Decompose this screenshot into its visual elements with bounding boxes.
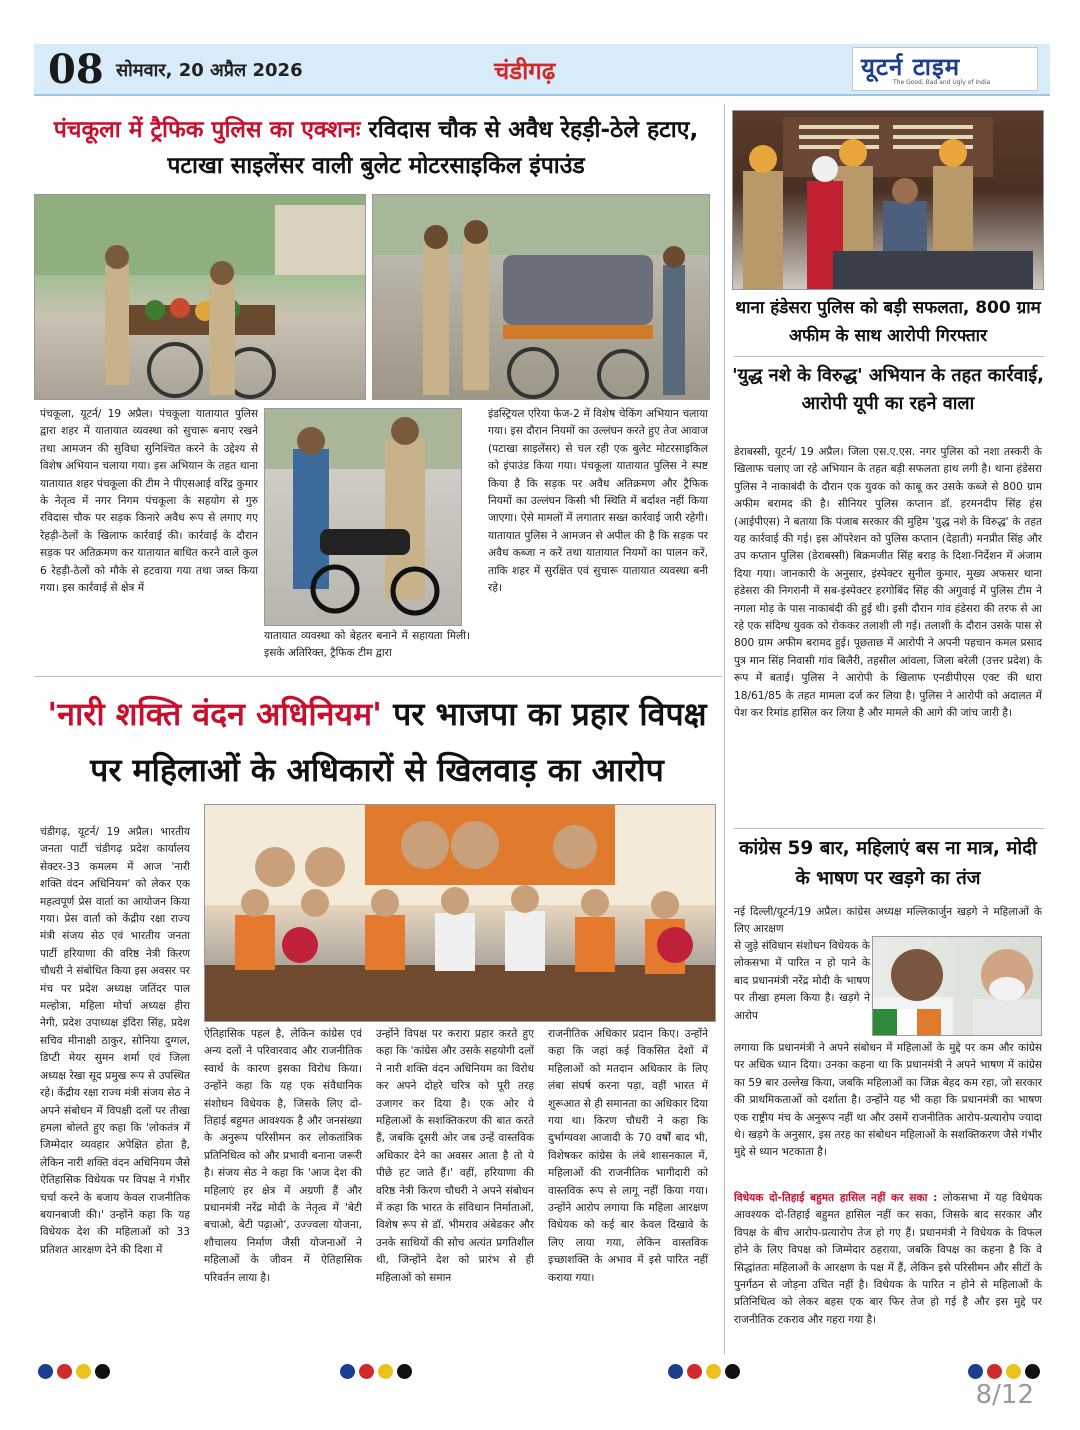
photo-handesra-police-arrest [732, 110, 1044, 290]
photo-bullet-motorcycle [264, 408, 462, 626]
page-number: 08 [48, 46, 104, 93]
article3-headline-rest: पर भाजपा का प्रहार विपक्ष पर महिलाओं के अधिकारों से खिलवाड़ का आरोप [90, 695, 707, 789]
article3-col4: राजनीतिक अधिकार प्रदान किए। उन्होंने कहा कि जहां कई विकसित देशों में महिलाओं को मतदान अधिकार के लिए लंबा संघर्ष करना पड़ा, वहीं भारत में शुरूआत से ही समानता का अधिकार दिया गया था। किरण चौधरी ने कहा कि दुर्भाग्यवश आजादी के 70 वर्षों बाद भी, विशेषकर कांग्रेस के लंबे शासनकाल में, महिलाओं की राजनीतिक भागीदारी को वास्तविक रूप से लागू नहीं किया गया। उन्होंने आरोप लगाया कि महिला आरक्षण विधेयक को कई बार केवल दिखावे के लिए लाया गया, लेकिन वास्तविक इच्छाशक्ति के अभाव में इसे पारित नहीं कराया गया। [548, 1028, 708, 1284]
article4-headline: कांग्रेस 59 बार, महिलाएं बस ना मात्र, मोदी के भाषण पर खड़गे का तंज [739, 838, 1037, 889]
page-counter: 8/12 [975, 1380, 1034, 1410]
dateline: सोमवार, 20 अप्रैल 2026 [116, 60, 303, 81]
article3-headline [36, 686, 718, 798]
article4-wrap: से जुड़े संविधान संशोधन विधेयक के लोकसभा में पारित न हो पाने के बाद प्रधानमंत्री नरेंद्र मोदी के भाषण पर तीखा हमला किया है। खड़गे ने आरोप [734, 940, 870, 1022]
divider [734, 356, 1044, 357]
photo-street-vendor-cart [34, 194, 366, 400]
article3-col1: चंडीगढ़, यूटर्न/ 19 अप्रैल। भारतीय जनता पार्टी चंडीगढ़ प्रदेश कार्यालय सेक्टर-33 कमलम में आज 'नारी शक्ति वंदन अधिनियम' को लेकर एक महत्वपूर्ण प्रेस वार्ता का आयोजन किया गया। प्रेस वार्ता को केंद्रीय रक्षा राज्य मंत्री संजय सेठ एवं भारतीय जनता पार्टी हरियाणा की वरिष्ठ नेत्री किरण चौधरी ने संबोधित किया इस अवसर पर मंच पर प्रदेश अध्यक्ष जतिंदर पाल मल्होत्रा, महिला मोर्चा अध्यक्ष हीरा नेगी, प्रदेश उपाध्यक्ष इंदिरा सिंह, प्रदेश सचिव मीनाक्षी ठाकुर, सोनिया दुग्गल, डिप्टी मेयर सुमन शर्मा एवं जिला अध्यक्ष रेखा सूद प्रमुख रूप से उपस्थित रहे। केंद्रीय रक्षा राज्य मंत्री संजय सेठ ने अपने संबोधन में विपक्षी दलों पर तीखा हमला बोलते हुए कहा कि 'लोकतंत्र में जिम्मेदार व्यवहार अपेक्षित होता है, लेकिन नारी शक्ति वंदन अधिनियम जैसे ऐतिहासिक विधेयक पर विपक्ष ने गंभीर चर्चा करने के बजाय केवल राजनीतिक बयानबाजी की।' उन्होंने कहा कि यह विधेयक देश की महिलाओं को 33 प्रतिशत आरक्षण देने की दिशा में [40, 826, 190, 1256]
photo-bullet-motorcycle-art [265, 409, 462, 626]
decorative-dots-left [38, 1364, 110, 1379]
article1-col1: पंचकूला, यूटर्न/ 19 अप्रैल। पंचकूला यातायात पुलिस द्वारा शहर में यातायात व्यवस्था को सुचारू बनाए रखने तथा आमजन की सुविधा सुनिश्चित करने के उद्देश्य से विशेष अभियान चलाया गया। इस अभियान के तहत थाना यातायात शहर पंचकूला की टीम ने पीएसआई वरिंद्र कुमार के नेतृत्व में नगर निगम पंचकूला के सहयोग से गुरु रविदास चौक पर सड़क किनारे अवैध रूप से लगाए गए रेहड़ी-ठेलों के खिलाफ कार्रवाई की। कार्रवाई के दौरान सड़क पर अतिक्रमण कर यातायात बाधित करने वाले कुल 6 रेहड़ी-ठेलों को मौके से हटवाया गया तथा जब्त किया गया। इस कार्रवाई से क्षेत्र में [40, 408, 258, 595]
divider [734, 828, 1044, 829]
article3-headline-red: 'नारी शक्ति वंदन अधिनियम' [47, 695, 382, 733]
article2-body: डेराबस्सी, यूटर्न/ 19 अप्रैल। जिला एस.ए.एस. नगर पुलिस को नशा तस्करी के खिलाफ चलाए जा रहे अभियान के तहत बड़ी सफलता हाथ लगी है। थाना हंडेसरा पुलिस ने नाकाबंदी के दौरान एक युवक को काबू कर उसके कब्जे से 800 ग्राम अफीम बरामद की है। सीनियर पुलिस कप्तान डॉ. हरमनदीप सिंह हंस (आईपीएस) ने बताया कि पंजाब सरकार की मुहिम 'युद्ध नशे के विरुद्ध' के तहत यह कार्रवाई की गई। इस ऑपरेशन को पुलिस कप्तान (देहाती) मनप्रीत सिंह और उप कप्तान पुलिस (डेराबस्सी) बिक्रमजीत सिंह बराड़ के दिशा-निर्देशन में अंजाम दिया गया। जानकारी के अनुसार, इंस्पेक्टर सुनील कुमार, मुख्य अफसर थाना हंडेसरा की निगरानी में सब-इंस्पेक्टर हरगोबिंद सिंह की अगुवाई में पुलिस टीम ने नगला मोड़ के पास नाकाबंदी की हुई थी। इसी दौरान गांव हंडेसरा की तरफ से आ रहे एक संदिग्ध युवक को रोककर तलाशी ली गई। तलाशी के दौरान उसके पास से 800 ग्राम अफीम बरामद हुई। पूछताछ में आरोपी ने अपनी पहचान कमल प्रसाद पुत्र मान सिंह निवासी गांव बिलैरी, तहसील आंवला, जिला बरेली (उत्तर प्रदेश) के रूप में बताई। पुलिस ने आरोपी के खिलाफ एनडीपीएस एक्ट की धारा 18/61/85 के तहत मामला दर्ज कर लिया है। पुलिस ने आरोपी को अदालत में पेश कर रिमांड हासिल कर लिया है और मामले की आगे की जांच जारी है। [734, 446, 1042, 720]
photo-kharge-modi [872, 936, 1042, 1036]
section-city: चंडीगढ़ [494, 57, 556, 85]
logo-tagline: The Good, Bad and Ugly of India [893, 79, 991, 86]
article1-headline [36, 112, 716, 184]
article4-body2-block [734, 1190, 1042, 1346]
article3-col3: उन्होंने विपक्ष पर करारा प्रहार करते हुए कहा कि 'कांग्रेस और उसके सहयोगी दलों ने नारी शक्ति वंदन अधिनियम का विरोध कर अपने दोहरे चरित्र को पूरी तरह उजागर कर दिया है। एक ओर ये महिलाओं के सशक्तिकरण की बात करते हैं, जबकि दूसरी ओर जब उन्हें वास्तविक अधिकार देने का अवसर आता है तो ये पीछे हट जाते हैं।' वहीं, हरियाणा की वरिष्ठ नेत्री किरण चौधरी ने अपने संबोधन में कहा कि भारत के संविधान निर्माताओं, विशेष रूप से डॉ. भीमराव अंबेडकर और उनके साथियों की सोच अत्यंत प्रगतिशील थी, जिन्होंने देश को प्रारंभ से ही महिलाओं को समान [376, 1028, 534, 1284]
decorative-dots-center [340, 1364, 412, 1379]
photo-street-vendor-cart-art [35, 195, 366, 400]
photo-bjp-press-conference-art [205, 805, 716, 1022]
article2-subhead: 'युद्ध नशे के विरुद्ध' अभियान के तहत कार्रवाई, आरोपी यूपी का रहने वाला [732, 365, 1044, 414]
article1-headline-red: पंचकूला में ट्रैफिक पुलिस का एक्शनः [53, 117, 361, 143]
photo-handesra-police-arrest-art [733, 111, 1044, 290]
photo-bjp-press-conference [204, 804, 716, 1022]
divider [34, 676, 722, 677]
decorative-dots-right [668, 1364, 740, 1379]
article1-headline-rest: रविदास चौक से अवैध रेहड़ी-ठेले हटाए, पटाखा साइलेंसर वाली बुलेट मोटरसाइकिल इंपाउंड [167, 117, 699, 179]
article1-col2: यातायात व्यवस्था को बेहतर बनाने में सहायता मिली। इसके अतिरिक्त, ट्रैफिक टीम द्वारा [264, 630, 470, 660]
masthead [34, 44, 1050, 96]
newspaper-logo [852, 47, 1038, 91]
photo-kharge-modi-art [873, 937, 1042, 1036]
article4-lead: नई दिल्ली/यूटर्न/19 अप्रैल। कांग्रेस अध्यक्ष मल्लिकार्जुन खड़गे ने महिलाओं के लिए आरक्षण [734, 906, 1042, 936]
photo-covered-cart-police [372, 194, 710, 400]
column-divider [724, 104, 725, 1354]
photo-covered-cart-police-art [373, 195, 710, 400]
article4-subhead: विधेयक दो-तिहाई बहुमत हासिल नहीं कर सका : [734, 1192, 938, 1204]
logo-text: यूटर्न टाइम [861, 53, 961, 81]
article2-caption: थाना हंडेसरा पुलिस को बड़ी सफलता, 800 ग्राम अफीम के साथ आरोपी गिरफ्तार [735, 298, 1041, 346]
article4-body2: लोकसभा में यह विधेयक आवश्यक दो-तिहाई बहुमत हासिल नहीं कर सका, जिसके बाद सरकार और विपक्ष के बीच आरोप-प्रत्यारोप तेज हो गए हैं। प्रधानमंत्री ने विधेयक के विफल होने के लिए विपक्ष को जिम्मेदार ठहराया, जबकि विपक्ष का कहना है कि वे सिद्धांततः महिलाओं के आरक्षण के पक्ष में हैं, लेकिन इसे परिसीमन और सीटों के पुनर्गठन से जोड़ना उचित नहीं है। विधेयक के पारित न होने से महिलाओं के प्रतिनिधित्व को लेकर बहस एक बार फिर तेज हो गई है और इस मुद्दे पर राजनीतिक टकराव और गहरा गया है। [734, 1192, 1042, 1326]
article4-body: लगाया कि प्रधानमंत्री ने अपने संबोधन में महिलाओं के मुद्दे पर कम और कांग्रेस पर अधिक ध्यान दिया। उनका कहना था कि प्रधानमंत्री ने अपने भाषण में कांग्रेस का 59 बार उल्लेख किया, जबकि महिलाओं का जिक्र बेहद कम रहा, जो सरकार की प्राथमिकताओं को दर्शाता है। उन्होंने यह भी कहा कि प्रधानमंत्री का भाषण एक राष्ट्रीय मंच के अनुरूप नहीं था और उसमें राजनीतिक आरोप-प्रत्यारोप ज्यादा थे। खड़गे के अनुसार, इस तरह का संबोधन महिलाओं के सशक्तिकरण जैसे गंभीर मुद्दे से ध्यान भटकाता है। [734, 1042, 1042, 1159]
decorative-dots-far-right [968, 1364, 1040, 1379]
article3-col2: ऐतिहासिक पहल है, लेकिन कांग्रेस एवं अन्य दलों ने परिवारवाद और राजनीतिक स्वार्थ के कारण इसका विरोध किया। उन्होंने कहा कि यह एक संवैधानिक संशोधन विधेयक है, जिसके लिए दो-तिहाई बहुमत आवश्यक है और जनसंख्या के अनुरूप परिसीमन कर लोकतांत्रिक प्रतिनिधित्व को और प्रभावी बनाना जरूरी है। संजय सेठ ने कहा कि 'आज देश की महिलाएं हर क्षेत्र में अग्रणी हैं और प्रधानमंत्री नरेंद्र मोदी के नेतृत्व में 'बेटी बचाओ, बेटी पढ़ाओ', उज्ज्वला योजना, शौचालय निर्माण जैसी योजनाओं ने महिलाओं के जीवन में ऐतिहासिक परिवर्तन लाया है। [204, 1028, 362, 1284]
article1-col3: इंडस्ट्रियल एरिया फेज-2 में विशेष चेकिंग अभियान चलाया गया। इस दौरान नियमों का उल्लंघन करते हुए तेज आवाज (पटाखा साइलेंसर) से चल रही एक बुलेट मोटरसाइकिल को इंपाउंड किया गया। पंचकूला यातायात पुलिस ने स्पष्ट किया है कि सड़क पर अवैध अतिक्रमण और ट्रैफिक नियमों का उल्लंघन किसी भी स्थिति में बर्दाश्त नहीं किया जाएगा। ऐसे मामलों में लगातार सख्त कार्रवाई जारी रहेगी। यातायात पुलिस ने आमजन से अपील की है कि सड़क पर अवैध कब्जा न करें तथा यातायात नियमों का पालन करें, ताकि शहर में सुरक्षित एवं सुचारू यातायात व्यवस्था बनी रहे। [488, 408, 708, 595]
